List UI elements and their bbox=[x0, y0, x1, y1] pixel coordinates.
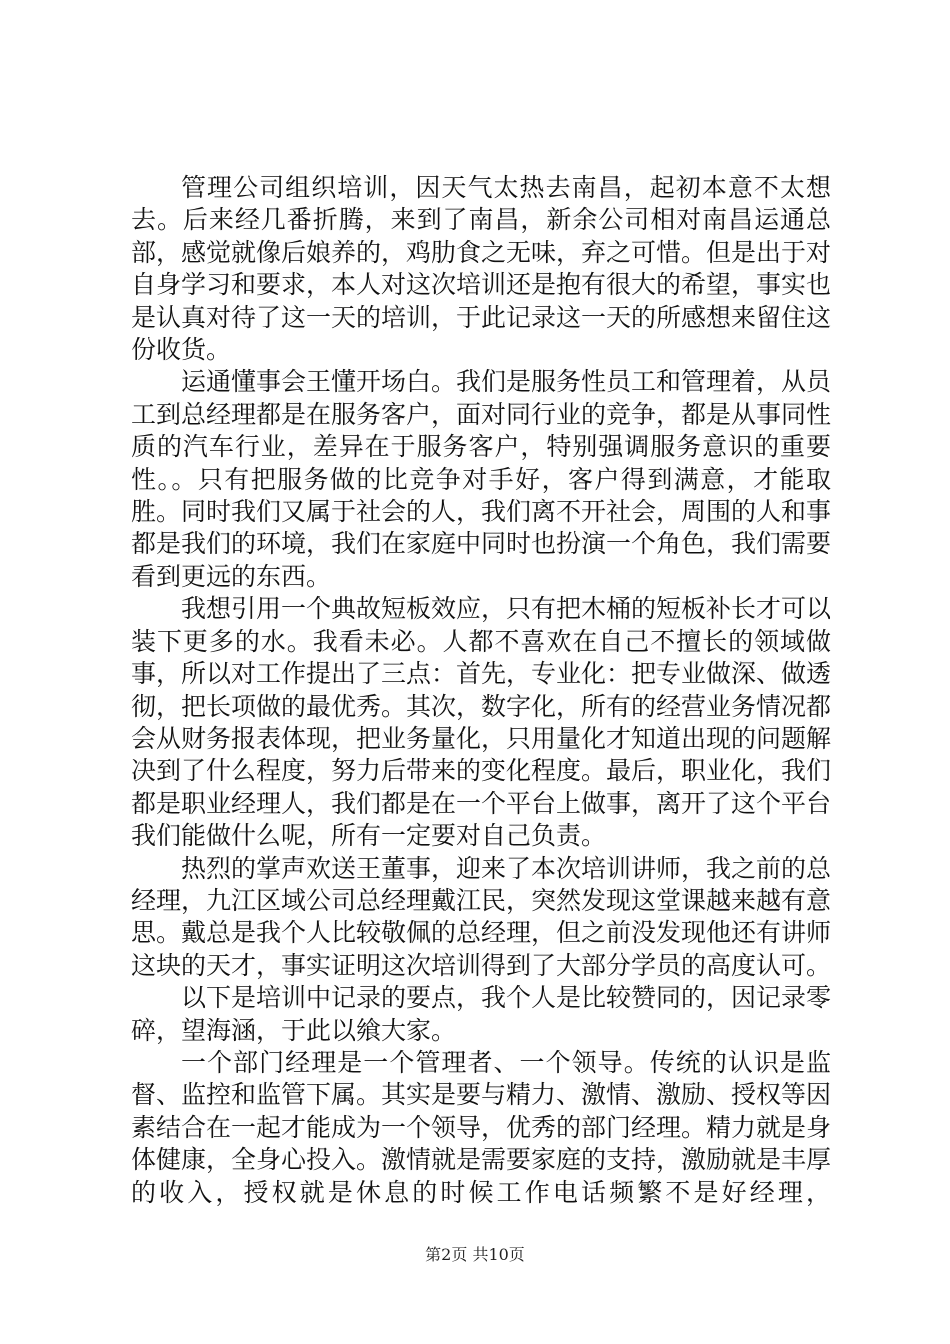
paragraph-short-board-effect: 我想引用一个典故短板效应，只有把木桶的短板补长才可以装下更多的水。我看未必。人都不喜欢在自己不擅长的领域做事，所以对工作提出了三点：首先，专业化：把专业做深、做透彻，把长项做的最优秀。其次，数字化，所有的经营业务情况都会从财务报表体现，把业务量化，只用量化才知道出现的问题解决到了什么程度，努力后带来的变化程度。最后，职业化，我们都是职业经理人，我们都是在一个平台上做事，离开了这个平台我们能做什么呢，所有一定要对自己负责。 bbox=[131, 594, 832, 851]
paragraph-training-intro: 管理公司组织培训，因天气太热去南昌，起初本意不太想去。后来经几番折腾，来到了南昌，新余公司相对南昌运通总部，感觉就像后娘养的，鸡肋食之无味，弃之可惜。但是出于对自身学习和要求，本人对这次培训还是抱有很大的希望，事实也是认真对待了这一天的培训，于此记录这一天的所感想来留住这份收货。 bbox=[131, 173, 832, 365]
document-body bbox=[131, 172, 831, 1209]
paragraph-trainer-intro: 热烈的掌声欢送王董事，迎来了本次培训讲师，我之前的总经理，九江区域公司总经理戴江民，突然发现这堂课越来越有意思。戴总是我个人比较敬佩的总经理，但之前没发现他还有讲师这块的天才，事实证明这次培训得到了大部分学员的高度认可。 bbox=[131, 853, 832, 980]
paragraph-opening-speech: 运通懂事会王懂开场白。我们是服务性员工和管理着，从员工到总经理都是在服务客户，面对同行业的竞争，都是从事同性质的汽车行业，差异在于服务客户，特别强调服务意识的重要性。。只有把服务做的比竞争对手好，客户得到满意，才能取胜。同时我们又属于社会的人，我们离不开社会，周围的人和事都是我们的环境，我们在家庭中同时也扮演一个角色，我们需要看到更远的东西。 bbox=[131, 367, 832, 591]
page-number-footer: 第2页 共10页 bbox=[425, 1245, 525, 1264]
paragraph-key-points-intro: 以下是培训中记录的要点，我个人是比较赞同的，因记录零碎，望海涵，于此以飨大家。 bbox=[131, 983, 832, 1045]
paragraph-department-manager: 一个部门经理是一个管理者、一个领导。传统的认识是监督、监控和监管下属。其实是要与精力、激情、激励、授权等因素结合在一起才能成为一个领导，优秀的部门经理。精力就是身体健康，全身心投入。激情就是需要家庭的支持，激励就是丰厚的收入，授权就是休息的时候工作电话频繁不是好经理， bbox=[131, 1047, 832, 1207]
